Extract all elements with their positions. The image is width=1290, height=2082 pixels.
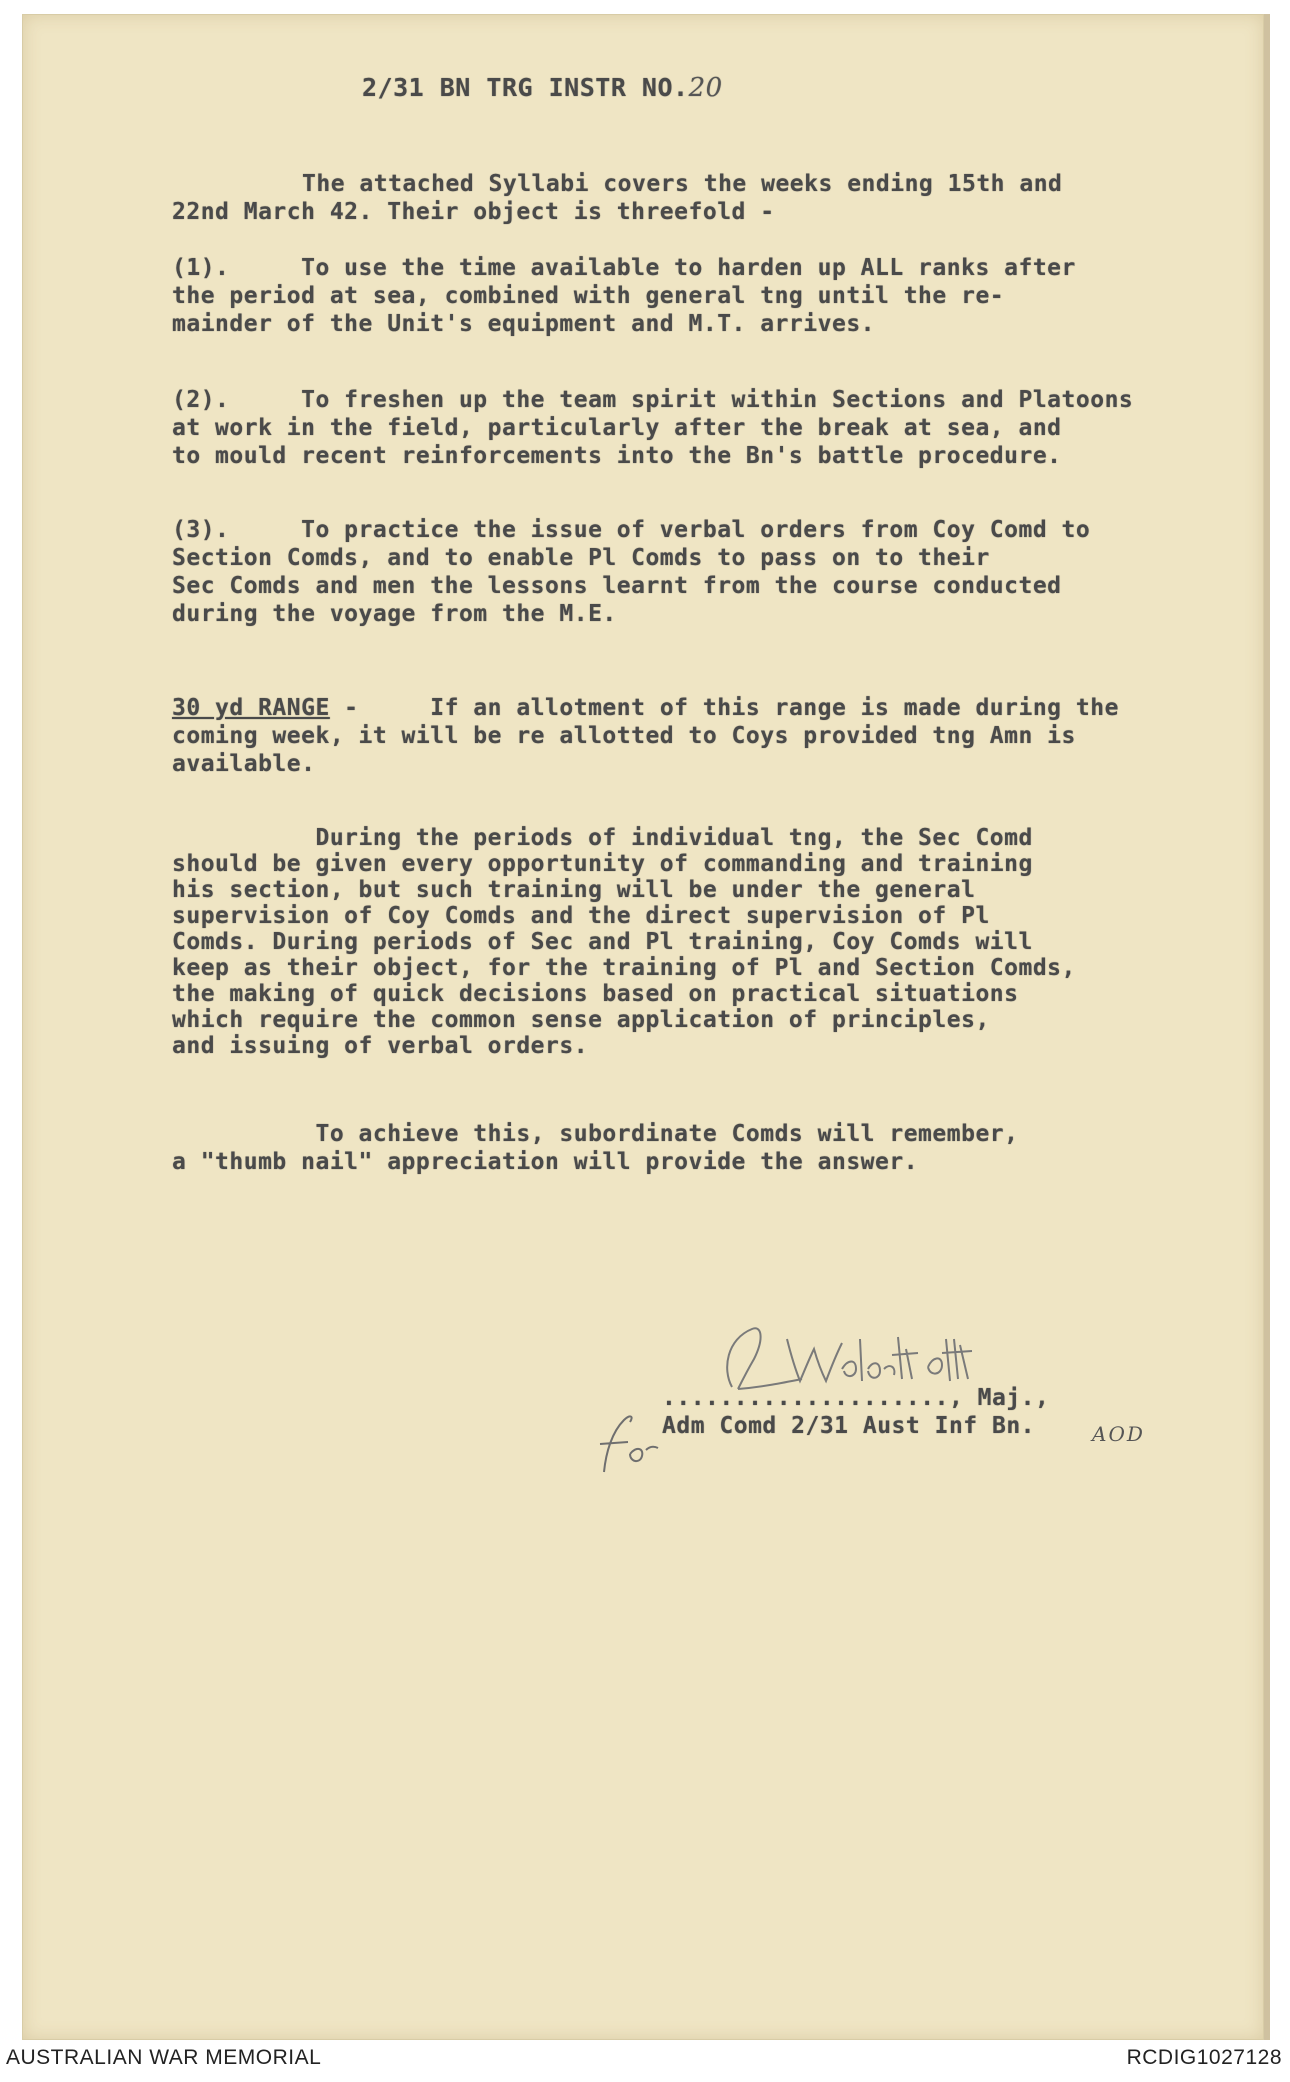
title-prefix: 2/31 BN TRG INSTR NO. — [362, 73, 689, 102]
item-3-line-4: during the voyage from the M.E. — [172, 601, 617, 627]
individual-line-3: his section, but such training will be under the general — [172, 877, 976, 903]
individual-line-6: keep as their object, for the training of Pl and Section Comds, — [172, 955, 1076, 981]
item-1-line-1: (1). To use the time available to harden up ALL ranks after — [172, 255, 1076, 281]
item-3-line-3: Sec Comds and men the lessons learnt from the course conducted — [172, 573, 1062, 599]
item-2-line-1: (2). To freshen up the team spirit within Sections and Platoons — [172, 387, 1134, 413]
range-line-1 — [172, 694, 1119, 722]
individual-line-8: which require the common sense application of principles, — [172, 1007, 990, 1033]
range-line-2: coming week, it will be re allotted to Coys provided tng Amn is — [172, 723, 1076, 749]
range-heading: 30 yd RANGE — [172, 695, 330, 721]
document-title — [362, 74, 723, 102]
individual-line-7: the making of quick decisions based on practical situations — [172, 981, 1019, 1007]
item-3-line-1: (3). To practice the issue of verbal orders from Coy Comd to — [172, 517, 1091, 543]
achieve-line-1: To achieve this, subordinate Comds will remember, — [172, 1121, 1019, 1147]
individual-line-1: During the periods of individual tng, the Sec Comd — [172, 825, 1033, 851]
individual-line-4: supervision of Coy Comds and the direct supervision of Pl — [172, 903, 990, 929]
item-2-line-2: at work in the field, particularly after the break at sea, and — [172, 415, 1062, 441]
document-sheet — [22, 14, 1270, 2040]
signature-line: ...................., Maj., — [662, 1385, 1050, 1411]
intro-line-1: The attached Syllabi covers the weeks ending 15th and — [302, 171, 1063, 197]
achieve-line-2: a "thumb nail" appreciation will provide the answer. — [172, 1149, 919, 1175]
individual-line-5: Comds. During periods of Sec and Pl training, Coy Comds will — [172, 929, 1033, 955]
signature-block: Adm Comd 2/31 Aust Inf Bn. — [662, 1413, 1036, 1439]
range-line-3: available. — [172, 751, 316, 777]
range-text-1: - If an allotment of this range is made during the — [329, 695, 1119, 721]
title-number: 20 — [688, 73, 723, 103]
item-1-line-3: mainder of the Unit's equipment and M.T. arrives. — [172, 311, 876, 337]
individual-line-9: and issuing of verbal orders. — [172, 1033, 589, 1059]
individual-line-2: should be given every opportunity of commanding and training — [172, 851, 1033, 877]
item-2-line-3: to mould recent reinforcements into the Bn's battle procedure. — [172, 443, 1062, 469]
footer-left: AUSTRALIAN WAR MEMORIAL — [6, 2046, 322, 2069]
item-1-line-2: the period at sea, combined with general tng until the re- — [172, 283, 1005, 309]
handwritten-initials: AOD — [1092, 1422, 1145, 1446]
footer-right: RCDIG1027128 — [1126, 2046, 1282, 2069]
intro-line-2: 22nd March 42. Their object is threefold - — [172, 199, 775, 225]
for-handwritten-mark — [584, 1392, 674, 1482]
item-3-line-2: Section Comds, and to enable Pl Comds to pass on to their — [172, 545, 990, 571]
